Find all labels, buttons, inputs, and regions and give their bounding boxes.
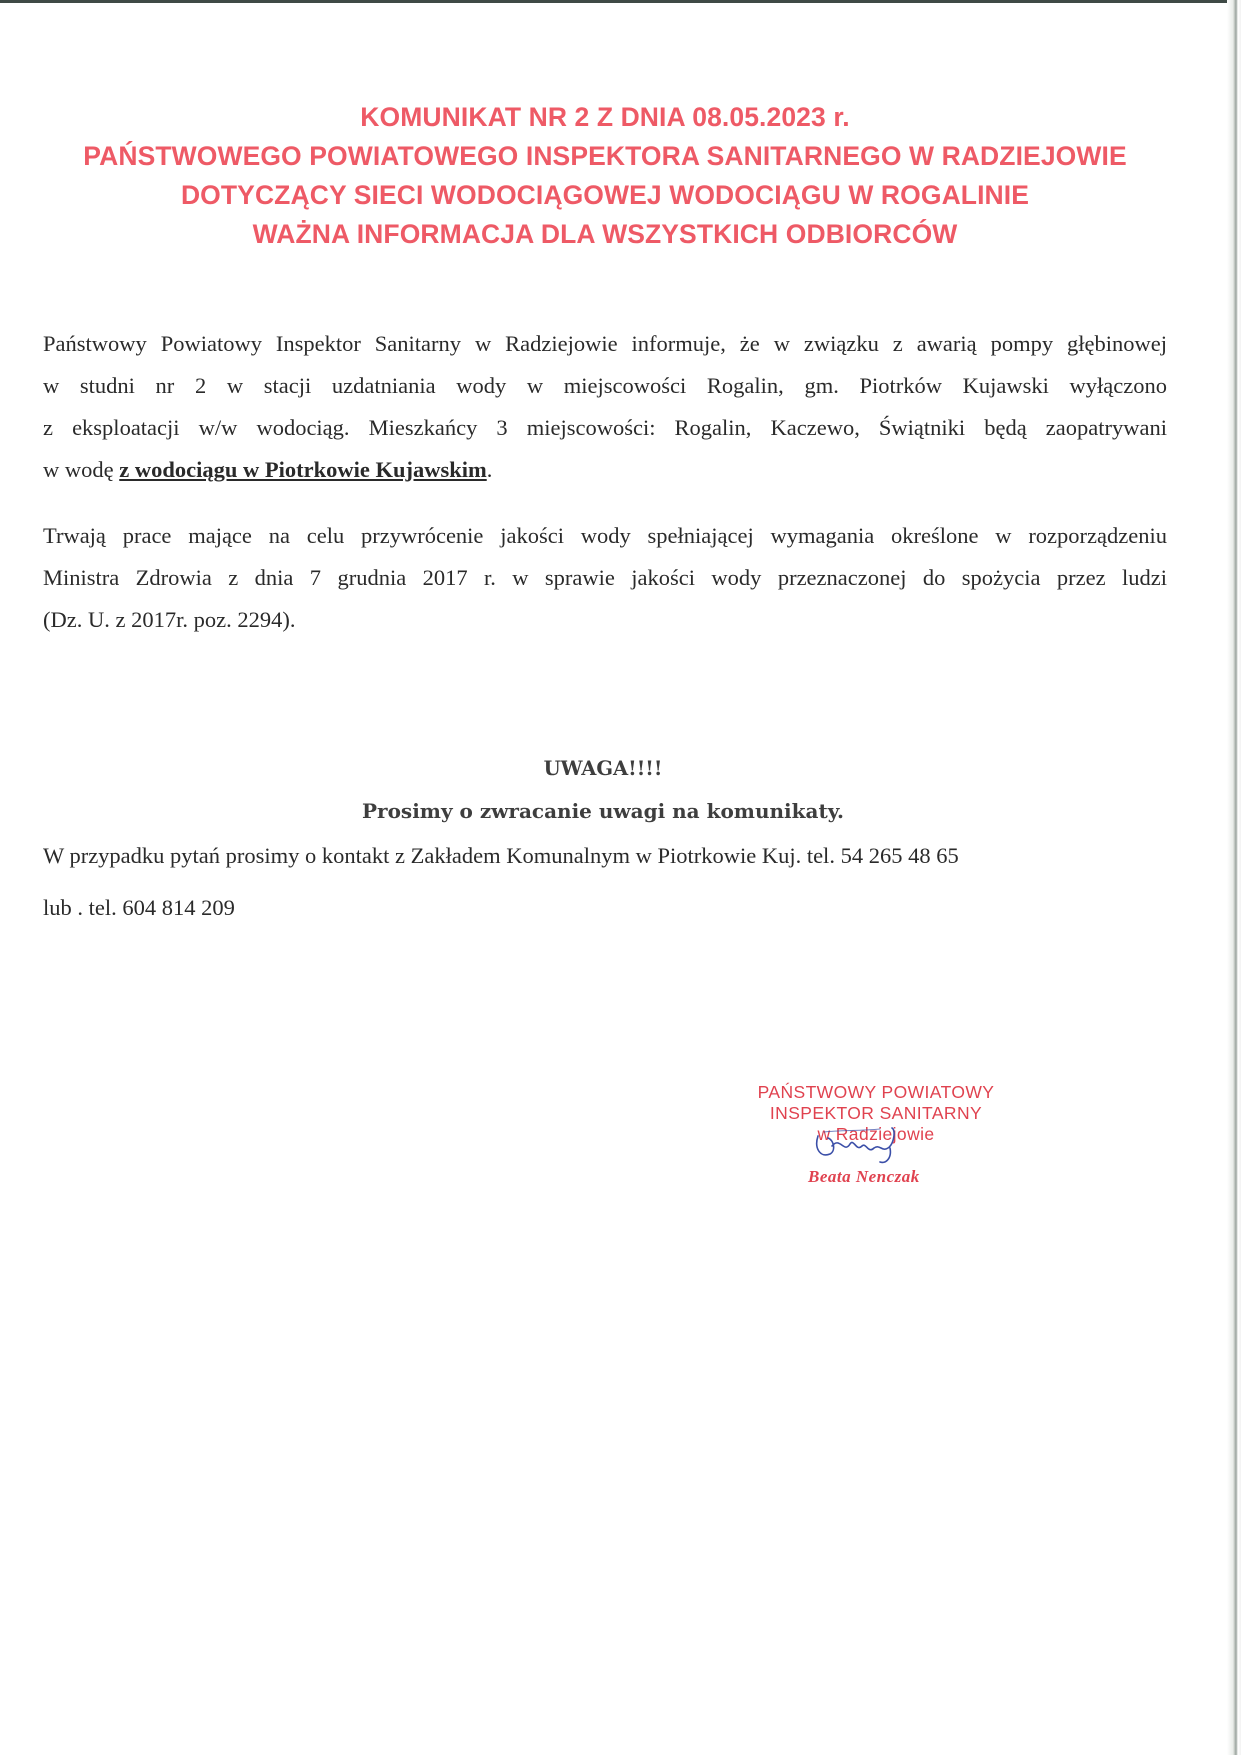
handwritten-signature [810, 1118, 920, 1168]
paragraph-2-line-1: Trwają prace mające na celu przywrócenie jakości wody spełniającej wymagania określone w rozporządzeniu [43, 523, 1167, 548]
paragraph-1-line-4 [43, 449, 1167, 491]
stamp-line-1: PAŃSTWOWY POWIATOWY [757, 1082, 995, 1102]
paragraph-1-line-4-suffix: . [486, 457, 493, 482]
contact-line-2: lub . tel. 604 814 209 [43, 895, 235, 920]
notice-subtitle: Prosimy o zwracanie uwagi na komunikaty. [362, 799, 844, 823]
paragraph-1-line-2: w studni nr 2 w stacji uzdatniania wody w miejscowości Rogalin, gm. Piotrków Kujawski wyłączono [43, 373, 1167, 398]
paragraph-1-line-1: Państwowy Powiatowy Inspektor Sanitarny w Radziejowie informuje, że w związku z awarią pompy głębinowej [43, 331, 1167, 356]
stamp-signatory-name: Beata Nenczak [808, 1167, 920, 1186]
alternate-water-source: z wodociągu w Piotrkowie Kujawskim [119, 457, 487, 482]
paragraph-1-line-4-prefix: w wodę [43, 457, 120, 482]
header-line-3: DOTYCZĄCY SIECI WODOCIĄGOWEJ WODOCIĄGU W ROGALINIE [180, 180, 1030, 210]
scan-top-edge [0, 0, 1241, 3]
contact-line-1: W przypadku pytań prosimy o kontakt z Zakładem Komunalnym w Piotrkowie Kuj. tel. 54 265 48 65 [43, 843, 959, 868]
header-line-2: PAŃSTWOWEGO POWIATOWEGO INSPEKTORA SANITARNEGO W RADZIEJOWIE [83, 141, 1127, 171]
paragraph-1-line-3: z eksploatacji w/w wodociąg. Mieszkańcy 3 miejscowości: Rogalin, Kaczewo, Świątniki będą zaopatrywani [43, 415, 1167, 440]
paragraph-outage-info [43, 323, 1167, 491]
document-header [30, 98, 1180, 254]
paragraph-2-line-2: Ministra Zdrowia z dnia 7 grudnia 2017 r. w sprawie jakości wody przeznaczonej do spożycia przez ludzi [43, 565, 1167, 590]
paragraph-repair-works [43, 515, 1167, 641]
stamp-line-3: w Radziejowie [817, 1124, 935, 1144]
paragraph-2-line-3: (Dz. U. z 2017r. poz. 2294). [43, 607, 296, 632]
scan-right-edge [1227, 0, 1241, 1755]
notice-title: UWAGA!!!! [543, 757, 663, 780]
header-line-4: WAŻNA INFORMACJA DLA WSZYSTKICH ODBIORCÓW [252, 219, 958, 249]
header-line-1: KOMUNIKAT NR 2 Z DNIA 08.05.2023 r. [360, 102, 850, 132]
stamp-line-2: INSPEKTOR SANITARNY [769, 1103, 983, 1123]
